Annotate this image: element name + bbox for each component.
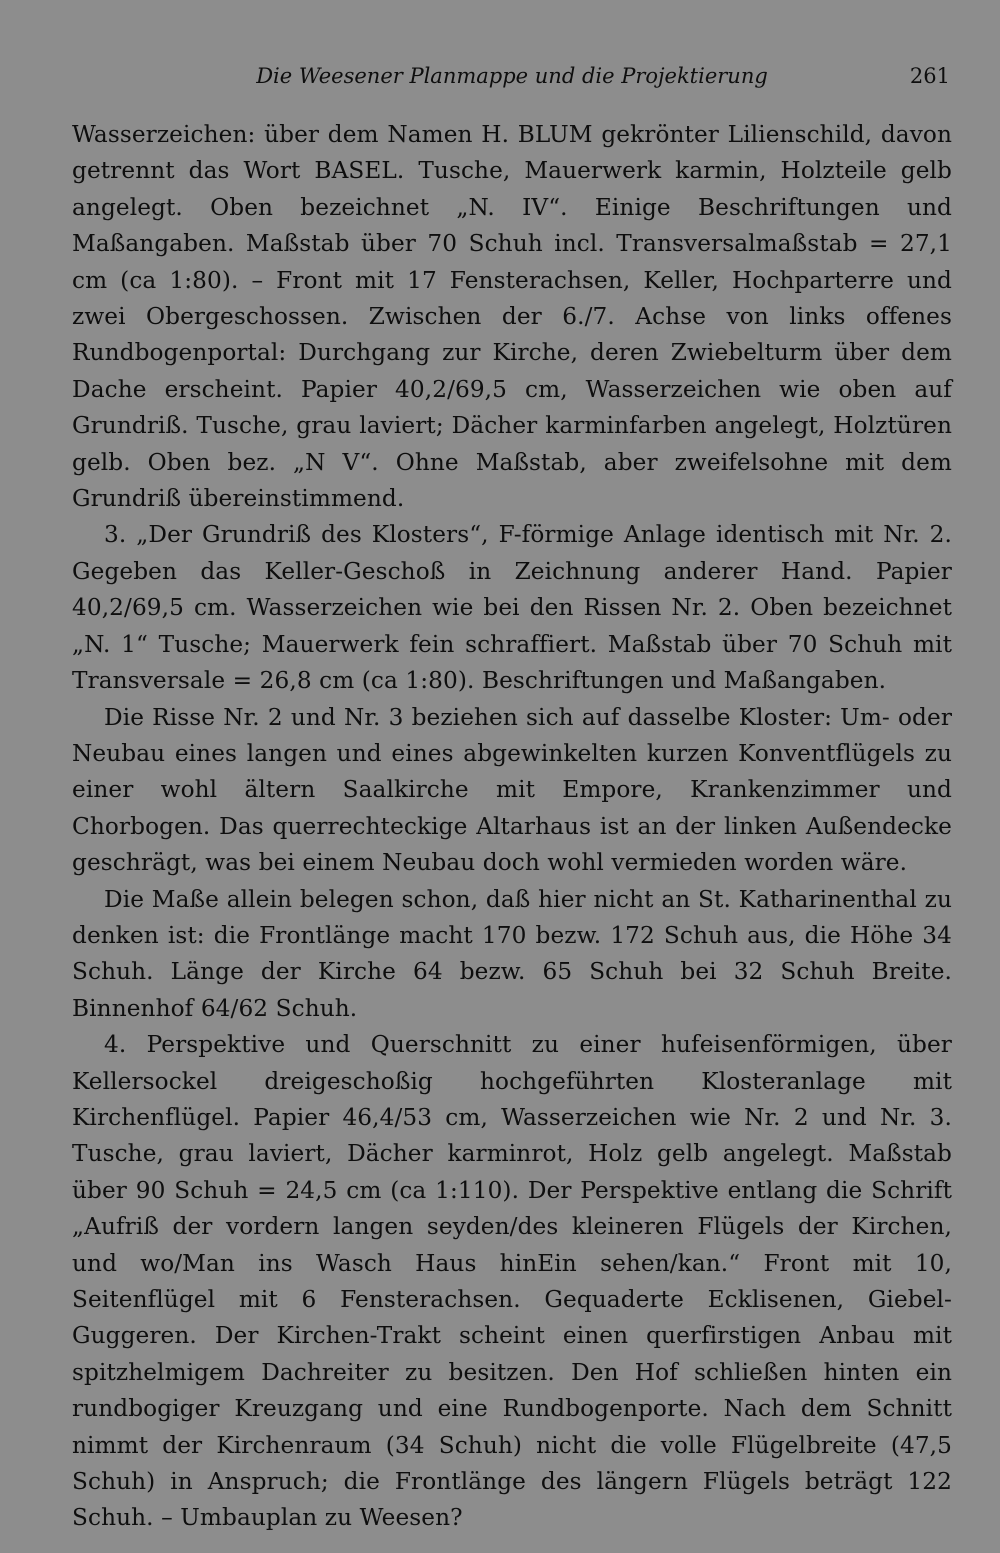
paragraph: Die Maße allein belegen schon, daß hier nicht an St. Katharinenthal zu denken ist: die Frontlänge macht 170 bezw. 172 Schuh aus, die Höhe 34 Schuh. Länge der Kirche 64 bezw. 65 Schuh bei 32 Schuh Breite. Binnenhof 64/62 Schuh. (72, 885, 952, 1022)
paragraph: 3. „Der Grundriß des Klosters“, F-förmige Anlage identisch mit Nr. 2. Gegeben das Keller-Geschoß in Zeichnung anderer Hand. Papier 40,2/69,5 cm. Wasserzeichen wie bei den Rissen Nr. 2. Oben bezeichnet „N. 1“ Tusche; Mauerwerk fein schraffiert. Maßstab über 70 Schuh mit Transversale = 26,8 cm (ca 1:80). Beschriftungen und Maßangaben. (72, 521, 952, 695)
page-header (72, 60, 952, 94)
running-title: Die Weesener Planmappe und die Projektierung (256, 64, 768, 88)
body-text (72, 117, 952, 1537)
paragraph: Die Risse Nr. 2 und Nr. 3 beziehen sich auf dasselbe Kloster: Um- oder Neubau eines langen und eines abgewinkelten kurzen Konventflügels zu einer wohl ältern Saalkirche mit Empore, Krankenzimmer und Chorbogen. Das querrechteckige Altarhaus ist an der linken Außendecke geschrägt, was bei einem Neubau doch wohl vermieden worden wäre. (72, 703, 952, 877)
paragraph: 4. Perspektive und Querschnitt zu einer hufeisenförmigen, über Kellersockel dreigeschoßig hochgeführten Klosteranlage mit Kirchenflügel. Papier 46,4/53 cm, Wasserzeichen wie Nr. 2 und Nr. 3. Tusche, grau laviert, Dächer karminrot, Holz gelb angelegt. Maßstab über 90 Schuh = 24,5 cm (ca 1:110). Der Perspektive entlang die Schrift „Aufriß der vordern langen seyden/des kleineren Flügels der Kirchen, und wo/Man ins Wasch Haus hinEin sehen/kan.“ Front mit 10, Seitenflügel mit 6 Fensterachsen. Gequaderte Ecklisenen, Giebel-Guggeren. Der Kirchen-Trakt scheint einen querfirstigen Anbau mit spitzhelmigem Dachreiter zu besitzen. Den Hof schließen hinten ein rundbogiger Kreuzgang und eine Rundbogenporte. Nach dem Schnitt nimmt der Kirchenraum (34 Schuh) nicht die volle Flügelbreite (47,5 Schuh) in Anspruch; die Frontlänge des längern Flügels beträgt 122 Schuh. – Umbauplan zu Weesen? (72, 1031, 952, 1532)
page-number: 261 (909, 64, 950, 88)
paragraph: Wasserzeichen: über dem Namen H. BLUM gekrönter Lilienschild, davon getrennt das Wort BASEL. Tusche, Mauerwerk karmin, Holzteile gelb angelegt. Oben bezeichnet „N. IV“. Einige Beschriftungen und Maßangaben. Maßstab über 70 Schuh incl. Transversalmaßstab = 27,1 cm (ca 1:80). – Front mit 17 Fensterachsen, Keller, Hochparterre und zwei Obergeschossen. Zwischen der 6./7. Achse von links offenes Rundbogenportal: Durchgang zur Kirche, deren Zwiebelturm über dem Dache erscheint. Papier 40,2/69,5 cm, Wasserzeichen wie oben auf Grundriß. Tusche, grau laviert; Dächer karminfarben angelegt, Holztüren gelb. Oben bez. „N V“. Ohne Maßstab, aber zweifelsohne mit dem Grundriß übereinstimmend. (72, 121, 952, 513)
